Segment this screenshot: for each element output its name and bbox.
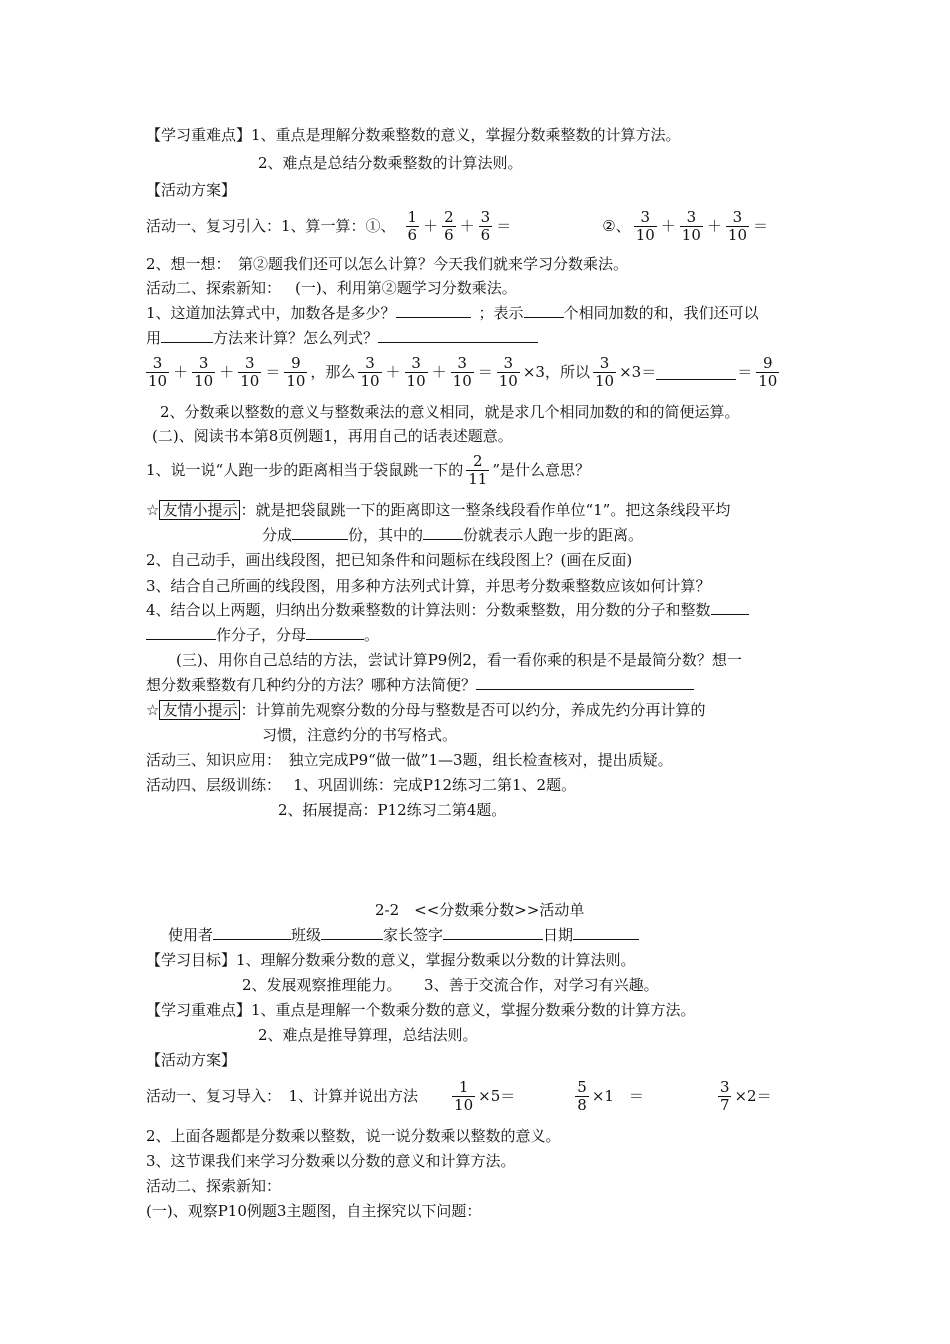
fraction: $\frac{3}{10}$ (498, 353, 518, 390)
step-4-line-1: 4、结合以上两题，归纳出分数乘整数的计算法则：分数乘整数，用分数的分子和整数 (146, 600, 749, 620)
fraction: $\frac{3}{10}$ (452, 353, 472, 390)
problem-2-mark: ②、 (602, 217, 631, 235)
fraction: $\frac{2}{6}$ (444, 207, 454, 244)
fraction: $\frac{1}{6}$ (407, 207, 418, 244)
activity-1-review: 活动一、复习导入： 1、计算并说出方法 $\frac{1}{10}$ ×5＝ $\frac{5}{8}$ ×1 ＝ $\frac{3}{7}$ ×2＝ (146, 1077, 772, 1114)
activity-1-review: 活动一、复习引入：1、算一算：①、 $\frac{1}{6}$ ＋ $\frac{2}{6}$ ＋ $\frac{3}{6}$ ＝ ②、 $\frac{3}{10}$ ＋ $\frac{3}{10}$ ＋ $\frac{3}{10}$ ＝ (146, 207, 769, 244)
part-3-line-1: (三)、用你自己总结的方法，尝试计算P9例2，看一看你乘的积是不是最简分数？想一 (176, 651, 742, 669)
activity-3: 活动三、知识应用： 独立完成P9“做一做”1—3题，组长检查核对，提出质疑。 (146, 751, 673, 769)
blank[interactable] (161, 328, 213, 343)
key-point-1: 1、重点是理解分数乘整数的意义，掌握分数乘整数的计算方法。 (251, 126, 681, 144)
fraction: $\frac{3}{10}$ (406, 353, 426, 390)
goals-line-1: 【学习目标】1、理解分数乘分数的意义，掌握分数乘以分数的计算法则。 (146, 951, 636, 969)
fraction: $\frac{9}{10}$ (758, 353, 778, 390)
activity-2-heading: 活动二、探索新知： (一)、利用第②题学习分数乘法。 (146, 279, 517, 297)
fraction: $\frac{3}{10}$ (727, 207, 747, 244)
fraction: $\frac{3}{10}$ (240, 353, 260, 390)
fraction: $\frac{3}{10}$ (194, 353, 214, 390)
activity-4: 活动四、层级训练： 1、巩固训练：完成P12练习二第1、2题。 (146, 776, 577, 794)
blank[interactable] (292, 525, 348, 540)
activity-plan-label: 【活动方案】 (146, 181, 237, 199)
user-field[interactable] (213, 925, 291, 940)
fraction: $\frac{5}{8}$ (577, 1077, 587, 1114)
fraction: $\frac{3}{10}$ (148, 353, 168, 390)
tip-label: 友情小提示 (159, 700, 240, 720)
key-point-2: 2、难点是推导算理，总结法则。 (258, 1026, 478, 1044)
blank[interactable] (476, 675, 694, 690)
fraction: $\frac{3}{10}$ (360, 353, 380, 390)
key-points-line-1: 【学习重难点】1、重点是理解一个数乘分数的意义，掌握分数乘分数的计算方法。 (146, 1001, 696, 1019)
fraction: $\frac{3}{6}$ (480, 207, 491, 244)
date-field[interactable] (573, 925, 639, 940)
header-fields: 使用者 班级 家长签字 日期 (168, 925, 639, 945)
key-point-2: 2、难点是总结分数乘整数的计算法则。 (258, 154, 523, 172)
tip-1-line-1: ☆ 友情小提示 ：就是把袋鼠跳一下的距离即这一整条线段看作单位“1”。把这条线段平均 (146, 501, 731, 519)
part-2-heading: (二)、阅读书本第8页例题1，再用自己的话表述题意。 (152, 427, 513, 445)
activity-plan-label: 【活动方案】 (146, 1051, 237, 1069)
question-1-line-1: 1、这道加法算式中，加数各是多少？ ；表示 个相同加数的和，我们还可以 (146, 304, 759, 322)
fraction: $\frac{1}{10}$ (454, 1077, 474, 1114)
blank[interactable] (146, 625, 216, 640)
tip-2-line-1: ☆ 友情小提示 ：计算前先观察分数的分母与整数是否可以约分，养成先约分再计算的 (146, 701, 706, 719)
step-2: 2、自己动手，画出线段图，把已知条件和问题标在线段图上？(画在反面) (146, 551, 633, 569)
goals-line-2: 2、发展观察推理能力。 3、善于交流合作，对学习有兴趣。 (242, 976, 659, 994)
activity-2-heading: 活动二、探索新知： (146, 1177, 282, 1195)
tip-label: 友情小提示 (159, 500, 240, 520)
blank[interactable] (423, 525, 463, 540)
fraction: $\frac{2}{11}$ (468, 451, 488, 488)
blank[interactable] (306, 625, 364, 640)
step-3: 3、结合自己所画的线段图，用多种方法列式计算，并思考分数乘整数应该如何计算？ (146, 577, 711, 595)
blank[interactable] (711, 600, 749, 615)
activity-1-prefix: 活动一、复习引入：1、算一算：①、 (146, 217, 396, 235)
blank[interactable] (524, 303, 564, 318)
part-1-heading: (一)、观察P10例题3主题图，自主探究以下问题： (146, 1202, 482, 1220)
part-3-line-2: 想分数乘整数有几种约分的方法？哪种方法简便？ (146, 675, 694, 695)
blank[interactable] (656, 365, 736, 380)
fraction: $\frac{3}{10}$ (635, 207, 655, 244)
blank[interactable] (396, 303, 471, 318)
parent-signature-field[interactable] (443, 925, 543, 940)
question-1-line-2: 用 方法来计算？怎么列式？ (146, 328, 538, 348)
key-points-label: 【学习重难点】 (146, 126, 252, 144)
multiplication-equation: $\frac{3}{10}$ ＋ $\frac{3}{10}$ ＋ $\frac{3}{10}$ ＝ $\frac{9}{10}$ ，那么 $\frac{3}{10}$ ＋ $\frac{3}{10}$ ＋ $\frac{3}{10}$ ＝ $\frac{3}{10}$ ×3，所以 $\frac{3}{10}$ ×3＝ ＝ $\frac{9}{10}$ (148, 353, 778, 390)
worksheet-title: 2-2 <<分数乘分数>>活动单 (375, 901, 585, 919)
activity-4-item-2: 2、拓展提高：P12练习二第4题。 (278, 801, 507, 819)
tip-1-line-2: 分成 份，其中的 份就表示人跑一步的距离。 (262, 526, 644, 544)
star-icon: ☆ (146, 701, 160, 719)
fraction: $\frac{3}{7}$ (719, 1077, 730, 1114)
class-field[interactable] (321, 925, 383, 940)
fraction: $\frac{3}{10}$ (594, 353, 615, 390)
question-2: 2、上面各题都是分数乘以整数，说一说分数乘以整数的意义。 (146, 1127, 561, 1145)
fraction: $\frac{3}{10}$ (681, 207, 701, 244)
key-points-line-1 (146, 125, 681, 145)
say-question: 1、说一说“人跑一步的距离相当于袋鼠跳一下的 $\frac{2}{11}$ ”是什么意思？ (146, 451, 590, 488)
blank[interactable] (378, 328, 538, 343)
tip-2-line-2: 习惯，注意约分的书写格式。 (262, 726, 458, 744)
fraction: $\frac{9}{10}$ (286, 353, 306, 390)
think-question: 2、想一想： 第②题我们还可以怎么计算？今天我们就来学习分数乘法。 (146, 255, 629, 273)
question-3: 3、这节课我们来学习分数乘以分数的意义和计算方法。 (146, 1152, 516, 1170)
step-4-line-2: 作分子，分母 。 (146, 625, 379, 645)
meaning-statement: 2、分数乘以整数的意义与整数乘法的意义相同，就是求几个相同加数的和的简便运算。 (160, 403, 740, 421)
star-icon: ☆ (146, 501, 160, 519)
